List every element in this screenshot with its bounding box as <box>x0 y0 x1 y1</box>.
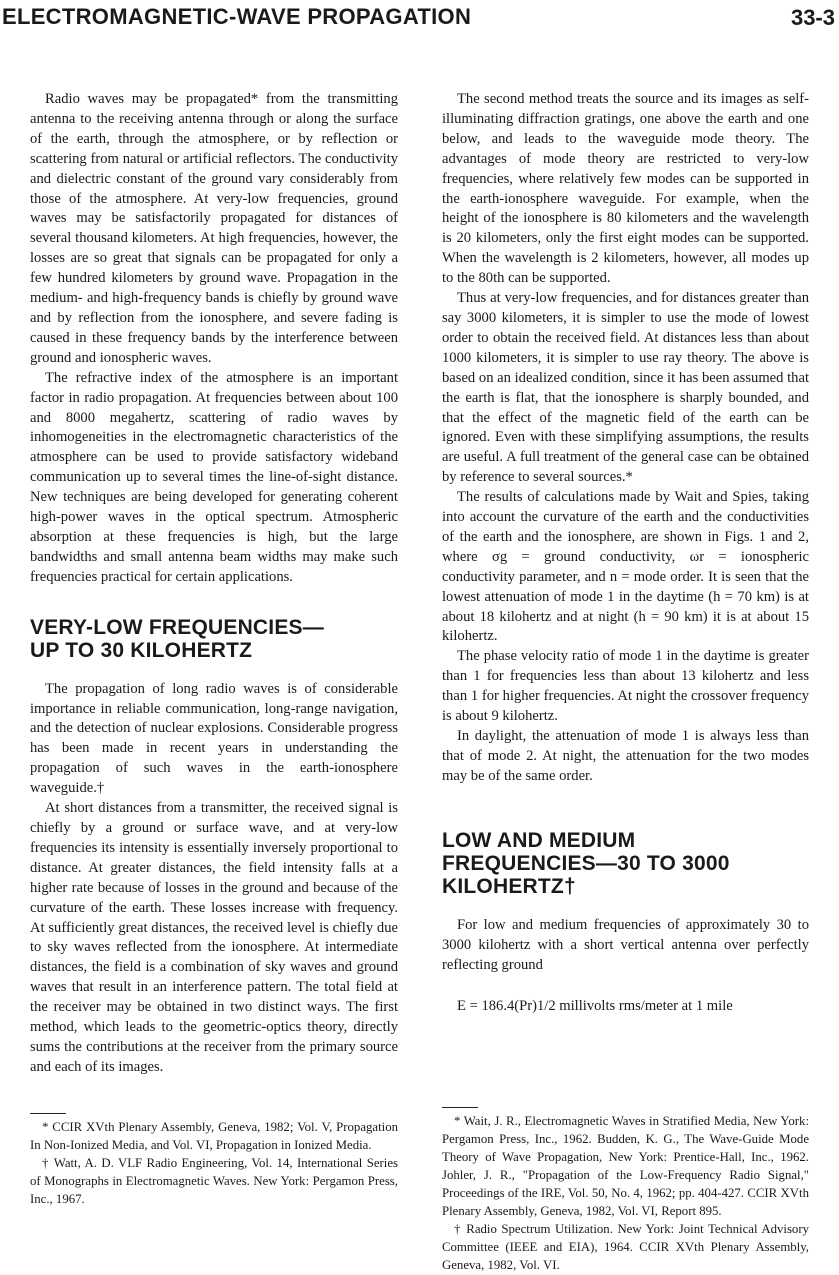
footnote: * Wait, J. R., Electromagnetic Waves in Stratified Media, New York: Pergamon Press, Inc., 1962. Budden, K. G., The Wave-Guide Mode Theory of Wave Propagation, New York: Prentice-Hall, Inc., 1962. Johler, J. R., "Propagation of the Low-Frequency Radio Signal," Proceedings of the IRE, Vol. 50, No. 4, 1962; pp. 404-427. CCIR XVth Plenary Assembly, Geneva, 1982, Vol. VI, Report 895. <box>442 1114 809 1218</box>
footnotes-left <box>30 1118 398 1208</box>
body-paragraph: The results of calculations made by Wait and Spies, taking into account the curvature of the earth and the conductivities of the earth and the ionosphere, are shown in Figs. 1 and 2, where σg = ground conductivity, ωr = ionospheric conductivity parameter, and n = mode order. It is seen that the lowest attenuation of mode 1 in the daytime (h = 70 km) is at about 18 kilohertz and at night (h = 90 km) it is at about 15 kilohertz. <box>442 489 809 645</box>
footnote-divider <box>30 1113 66 1114</box>
section-heading-lf-mf <box>442 829 809 898</box>
field-strength-formula: E = 186.4(Pr)1/2 millivolts rms/meter at 1 mile <box>457 998 733 1015</box>
heading-line: KILOHERTZ† <box>442 874 576 898</box>
body-paragraph: For low and medium frequencies of approximately 30 to 3000 kilohertz with a short vertical antenna over perfectly reflecting ground <box>442 916 809 973</box>
footnote: † Radio Spectrum Utilization. New York: Joint Technical Advisory Committee (IEEE and EIA), 1964. CCIR XVth Plenary Assembly, Geneva, 1982, Vol. VI. <box>442 1222 809 1272</box>
left-column <box>30 90 398 1078</box>
intro-paragraph: Radio waves may be propagated* from the transmitting antenna to the receiving antenna through or along the surface of the earth, through the atmosphere, or by reflection or scattering from natural or artificial reflectors. The conductivity and dielectric constant of the ground vary considerably from those of the atmosphere. At very-low frequencies, ground waves may be satisfactorily propagated for distances of several thousand kilometers. At high frequencies, however, the losses are so great that signals can be propagated for only a few hundred kilometers by ground wave. Propagation in the medium- and high-frequency bands is chiefly by ground wave and by reflection from the ionosphere, and severe fading is caused in these frequency bands by the interference between ground and ionospheric waves. <box>30 91 398 366</box>
body-paragraph: At short distances from a transmitter, the received signal is chiefly by a ground or surface wave, and at very-low frequencies its intensity is essentially inversely proportional to distance. At greater distances, the field intensity falls at a higher rate because of losses in the ground and because of the curvature of the earth. These losses increase with frequency. At sufficiently great distances, the received level is chiefly due to sky waves reflected from the ionosphere. At intermediate distances, the field is a combination of sky waves and ground waves that result in an interference pattern. The total field at the receiver may be obtained in two distinct ways. The first method, which leads to the geometric-optics theory, directly sums the contributions at the receiver from the primary source and each of its images. <box>30 800 398 1075</box>
heading-line: VERY-LOW FREQUENCIES— <box>30 615 324 639</box>
footnote: † Watt, A. D. VLF Radio Engineering, Vol. 14, International Series of Monographs in Electromagnetic Waves. New York: Pergamon Press, Inc., 1967. <box>30 1156 398 1206</box>
heading-line: LOW AND MEDIUM <box>442 828 636 852</box>
footnote: * CCIR XVth Plenary Assembly, Geneva, 1982; Vol. V, Propagation In Non-Ionized Media, and Vol. VI, Propagation in Ionized Media. <box>30 1120 398 1152</box>
heading-line: UP TO 30 KILOHERTZ <box>30 638 253 662</box>
footnote-divider <box>442 1107 478 1108</box>
page-number: 33-3 <box>790 5 835 30</box>
body-paragraph: The phase velocity ratio of mode 1 in the daytime is greater than 1 for frequencies less than about 13 kilohertz and less than 1 for higher frequencies. At night the crossover frequency is about 9 kilohertz. <box>442 648 809 725</box>
right-column <box>442 90 809 1017</box>
body-paragraph: In daylight, the attenuation of mode 1 is always less than that of mode 2. At night, the attenuation for the two modes may be of the same order. <box>442 728 809 784</box>
body-paragraph: Thus at very-low frequencies, and for distances greater than say 3000 kilometers, it is simpler to use the mode of lowest order to obtain the received field. At distances less than about 1000 kilometers, it is simpler to use ray theory. The above is based on an idealized condition, since it has been assumed that the earth is flat, that the ionosphere is sharply bounded, and that the effect of the magnetic field of the earth can be ignored. Even with these simplifying assumptions, the results are useful. A full treatment of the general case can be obtained by reference to several sources.* <box>442 290 809 486</box>
footnotes-right <box>442 1112 809 1274</box>
section-heading-vlf <box>30 616 398 662</box>
body-paragraph: The second method treats the source and its images as self-illuminating diffraction gratings, one above the earth and one below, and leads to the waveguide mode theory. The advantages of mode theory are restricted to very-low frequencies, where relatively few modes can be supported in the earth-ionosphere waveguide. For example, when the height of the ionosphere is 80 kilometers and the wavelength is 20 kilometers, only the first eight modes can be supported. When the wavelength is 2 kilometers, however, all modes up to the 80th can be supported. <box>442 91 809 287</box>
body-paragraph: The propagation of long radio waves is of considerable importance in reliable communication, long-range navigation, and the detection of nuclear explosions. Considerable progress has been made in recent years in understanding the propagation of such waves in the earth-ionosphere waveguide.† <box>30 680 398 797</box>
heading-line: FREQUENCIES—30 TO 3000 <box>442 851 730 875</box>
running-header-title: ELECTROMAGNETIC-WAVE PROPAGATION <box>2 4 472 29</box>
intro-paragraph: The refractive index of the atmosphere is an important factor in radio propagation. At frequencies between about 100 and 8000 megahertz, scattering of radio waves by inhomogeneities in the electromagnetic characteristics of the atmosphere can be used to provide satisfactory wideband communication up to several times the line-of-sight distance. New techniques are being developed for generating coherent high-power waves in the optical spectrum. Atmospheric absorption at these frequencies is high, but the large bandwidths and small antenna beam widths may make such frequencies practical for certain applications. <box>30 369 398 585</box>
